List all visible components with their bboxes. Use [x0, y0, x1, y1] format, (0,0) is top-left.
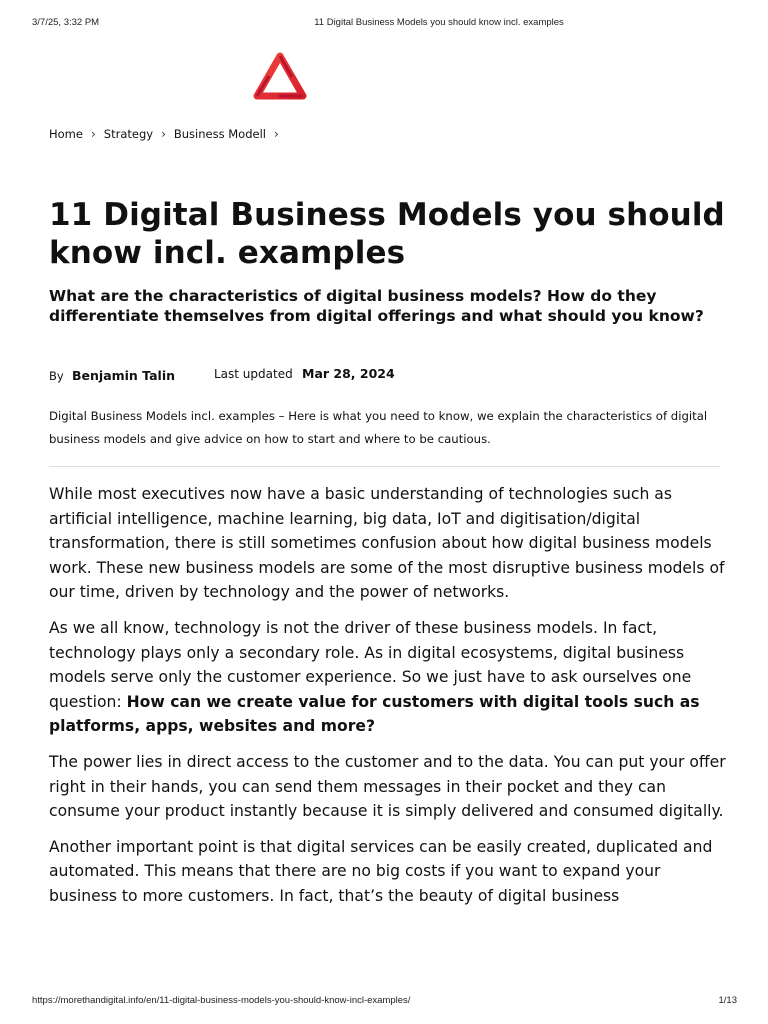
- print-datetime: 3/7/25, 3:32 PM: [32, 17, 100, 28]
- body-paragraph: [49, 616, 729, 739]
- chevron-right-icon: ›: [273, 127, 279, 141]
- print-header: [0, 17, 768, 31]
- print-url: https://morethandigital.info/en/11-digital-business-models-you-should-know-incl-examples/: [32, 995, 411, 1006]
- breadcrumb-business-modell[interactable]: Business Modell: [173, 127, 266, 141]
- body-paragraph: Another important point is that digital services can be easily created, duplicated and automated. This means that there are no big costs if you want to expand your business to more customers. In fact, that’s the beauty of digital business: [49, 837, 713, 905]
- last-updated-label: Last updated: [214, 367, 293, 381]
- site-logo-icon[interactable]: [253, 52, 307, 102]
- byline: [49, 366, 449, 384]
- body-paragraph: While most executives now have a basic understanding of technologies such as artificial intelligence, machine learning, big data, IoT and digitisation/digital transformation, there is still sometimes confusion about how digital business models work. These new business models are some of the most disruptive business models of our time, driven by technology and the power of networks.: [49, 485, 725, 602]
- print-page-title: 11 Digital Business Models you should know incl. examples: [314, 17, 564, 28]
- article-body: [49, 482, 729, 920]
- body-paragraph: The power lies in direct access to the customer and to the data. You can put your offer right in their hands, you can send them messages in their pocket and they can consume your product instantly because it is simply delivered and consumed digitally.: [49, 752, 726, 821]
- chevron-right-icon: ›: [90, 127, 96, 141]
- breadcrumb-home[interactable]: Home: [49, 127, 83, 141]
- breadcrumb: [49, 127, 287, 141]
- body-paragraph-text: As we all know, technology is not the driver of these business models. In fact, technology plays only a secondary role. As in digital ecosystems, digital business models serve only the customer experience. So we just have to ask ourselves one question:: [49, 618, 692, 711]
- print-page-number: 1/13: [718, 995, 737, 1006]
- byline-by-label: By: [49, 369, 64, 383]
- article-intro: Digital Business Models incl. examples – Here is what you need to know, we explain the characteristics of digital business models and give advice on how to start and where to be cautious.: [49, 409, 708, 446]
- divider: [49, 466, 720, 467]
- print-footer: [0, 995, 768, 1009]
- page-title: 11 Digital Business Models you should know incl. examples: [49, 197, 725, 271]
- last-updated-date: Mar 28, 2024: [302, 366, 395, 381]
- author-link[interactable]: Benjamin Talin: [72, 368, 176, 383]
- page-subtitle: What are the characteristics of digital business models? How do they differentiate themselves from digital offerings and what should you know?: [49, 287, 704, 325]
- breadcrumb-strategy[interactable]: Strategy: [103, 127, 154, 141]
- chevron-right-icon: ›: [161, 127, 166, 141]
- body-paragraph-emphasis: How can we create value for customers with digital tools such as platforms, apps, websites and more?: [49, 692, 700, 736]
